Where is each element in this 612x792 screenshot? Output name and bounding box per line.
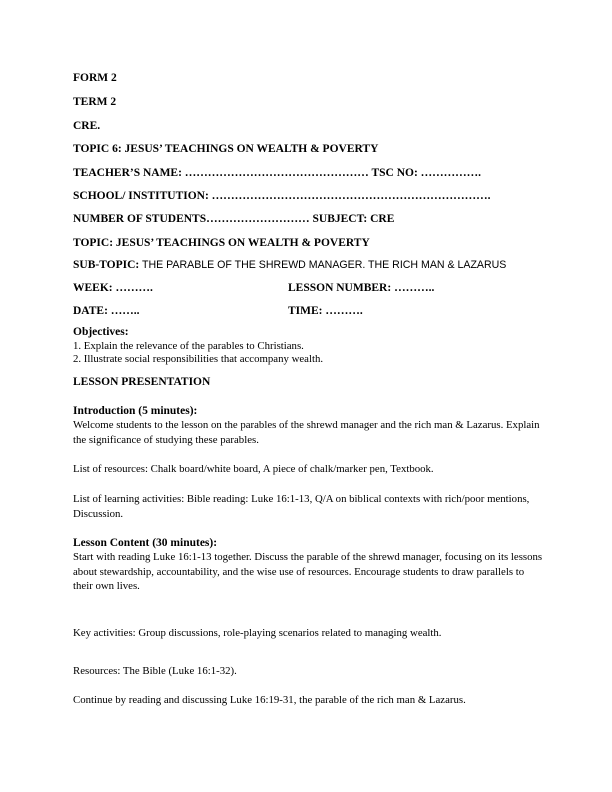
lesson-presentation-heading: LESSON PRESENTATION [73, 376, 211, 388]
introduction-text: Welcome students to the lesson on the parables of the shrewd manager and the rich man & Lazarus. Explain the significance of studying these parables. [73, 419, 540, 446]
objective-item: 2. Illustrate social responsibilities that accompany wealth. [73, 353, 324, 365]
objectives-heading: Objectives: [73, 326, 129, 338]
activities-list: List of learning activities: Bible reading: Luke 16:1-13, Q/A on biblical contexts with rich/poor mentions, Discussion. [73, 493, 530, 520]
time-field: TIME: ………. [288, 305, 363, 317]
form-label: FORM 2 [73, 72, 117, 84]
subtopic-line [73, 259, 506, 271]
term-label: TERM 2 [73, 96, 117, 108]
continue-text: Continue by reading and discussing Luke 16:19-31, the parable of the rich man & Lazarus. [73, 694, 466, 706]
lesson-content-heading: Lesson Content (30 minutes): [73, 537, 218, 549]
lesson-content-text: Start with reading Luke 16:1-13 together. Discuss the parable of the shrewd manager, focusing on its lessons about stewardship, accountability, and the wise use of resources. Encourage students to draw parallels to their own lives. [73, 551, 543, 592]
topic-field: TOPIC: JESUS’ TEACHINGS ON WEALTH & POVERTY [73, 237, 370, 249]
students-subject-field: NUMBER OF STUDENTS……………………… SUBJECT: CRE [73, 213, 395, 225]
topic-heading: TOPIC 6: JESUS’ TEACHINGS ON WEALTH & POVERTY [73, 143, 379, 155]
subject-short-label: CRE. [73, 120, 101, 132]
teacher-name-field: TEACHER’S NAME: ………………………………………… TSC NO: ……………. [73, 167, 482, 179]
bible-resources-text: Resources: The Bible (Luke 16:1-32). [73, 665, 237, 677]
resources-list: List of resources: Chalk board/white board, A piece of chalk/marker pen, Textbook. [73, 463, 434, 475]
week-field: WEEK: ………. [73, 282, 153, 294]
key-activities-text: Key activities: Group discussions, role-playing scenarios related to managing wealth. [73, 627, 442, 639]
objective-item: 1. Explain the relevance of the parables to Christians. [73, 340, 304, 352]
lesson-number-field: LESSON NUMBER: ……….. [288, 282, 435, 294]
introduction-heading: Introduction (5 minutes): [73, 405, 198, 417]
subtopic-label: SUB-TOPIC: [73, 259, 140, 271]
subtopic-value: THE PARABLE OF THE SHREWD MANAGER. THE RICH MAN & LAZARUS [139, 259, 507, 271]
school-field: SCHOOL/ INSTITUTION: ………………………………………………………………. [73, 190, 491, 202]
date-field: DATE: …….. [73, 305, 140, 317]
